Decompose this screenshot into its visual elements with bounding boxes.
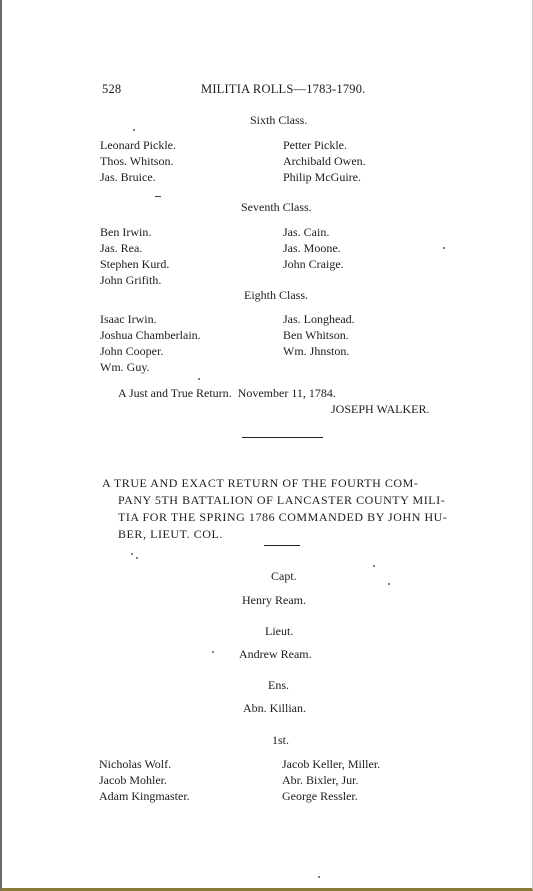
rank-title: Lieut. bbox=[265, 624, 294, 638]
roll-name: Jas. Longhead. bbox=[283, 312, 355, 326]
company-return-heading bbox=[102, 475, 470, 543]
roll-name: Jacob Mohler. bbox=[99, 773, 167, 787]
scan-speck bbox=[198, 378, 200, 380]
scan-speck bbox=[136, 557, 138, 559]
scan-speck bbox=[388, 583, 390, 585]
roll-name: Jas. Moone. bbox=[283, 241, 341, 255]
roll-name: John Grifith. bbox=[100, 273, 162, 287]
roll-name: Petter Pickle. bbox=[283, 138, 347, 152]
roll-name: Leonard Pickle. bbox=[100, 138, 176, 152]
heading-divider bbox=[264, 545, 300, 546]
roll-name: Archibald Owen. bbox=[283, 154, 366, 168]
roll-name: Wm. Guy. bbox=[100, 360, 150, 374]
return-statement: A Just and True Return. November 11, 1784. bbox=[118, 386, 336, 400]
roll-name: Ben Irwin. bbox=[100, 225, 152, 239]
heading-line: BER, LIEUT. COL. bbox=[118, 527, 223, 541]
roll-name: John Cooper. bbox=[100, 344, 164, 358]
heading-line: A TRUE AND EXACT RETURN OF THE FOURTH COM- bbox=[102, 476, 419, 490]
scan-speck bbox=[133, 129, 135, 131]
running-title: MILITIA ROLLS—1783-1790. bbox=[201, 82, 366, 96]
roll-name: Isaac Irwin. bbox=[100, 312, 157, 326]
class-title: Eighth Class. bbox=[244, 288, 309, 302]
heading-line: TIA FOR THE SPRING 1786 COMMANDED BY JOHN HU- bbox=[118, 510, 448, 524]
section-divider bbox=[242, 437, 323, 438]
roll-name: Stephen Kurd. bbox=[100, 257, 170, 271]
scan-speck bbox=[443, 247, 445, 249]
roll-name: Wm. Jhnston. bbox=[283, 344, 350, 358]
scan-speck bbox=[318, 876, 320, 878]
rank-title: Ens. bbox=[268, 678, 289, 692]
scan-speck bbox=[373, 565, 375, 567]
roll-name: Thos. Whitson. bbox=[100, 154, 174, 168]
class-title: Seventh Class. bbox=[241, 200, 312, 214]
roll-name: Joshua Chamberlain. bbox=[100, 328, 201, 342]
officer-name: Abn. Killian. bbox=[243, 701, 306, 715]
scan-speck bbox=[131, 553, 133, 555]
officer-name: Henry Ream. bbox=[242, 593, 306, 607]
heading-line: PANY 5TH BATTALION OF LANCASTER COUNTY MILI- bbox=[118, 493, 446, 507]
class-title: Sixth Class. bbox=[250, 113, 308, 127]
page-number: 528 bbox=[102, 82, 122, 96]
roll-name: Ben Whitson. bbox=[283, 328, 349, 342]
roll-name: Adam Kingmaster. bbox=[99, 789, 190, 803]
roll-name: Jacob Keller, Miller. bbox=[282, 757, 381, 771]
officer-name: Andrew Ream. bbox=[239, 647, 312, 661]
class-title: 1st. bbox=[272, 733, 290, 747]
roll-name: George Ressler. bbox=[282, 789, 358, 803]
scan-speck bbox=[212, 651, 214, 653]
roll-name: Abr. Bixler, Jur. bbox=[282, 773, 359, 787]
roll-name: Jas. Cain. bbox=[283, 225, 330, 239]
roll-name: Nicholas Wolf. bbox=[99, 757, 172, 771]
signature: JOSEPH WALKER. bbox=[331, 402, 430, 416]
roll-name: Jas. Bruice. bbox=[100, 170, 156, 184]
roll-name: Jas. Rea. bbox=[100, 241, 143, 255]
scan-mark bbox=[155, 196, 161, 197]
roll-name: John Craige. bbox=[283, 257, 344, 271]
rank-title: Capt. bbox=[271, 569, 297, 583]
roll-name: Philip McGuire. bbox=[283, 170, 361, 184]
